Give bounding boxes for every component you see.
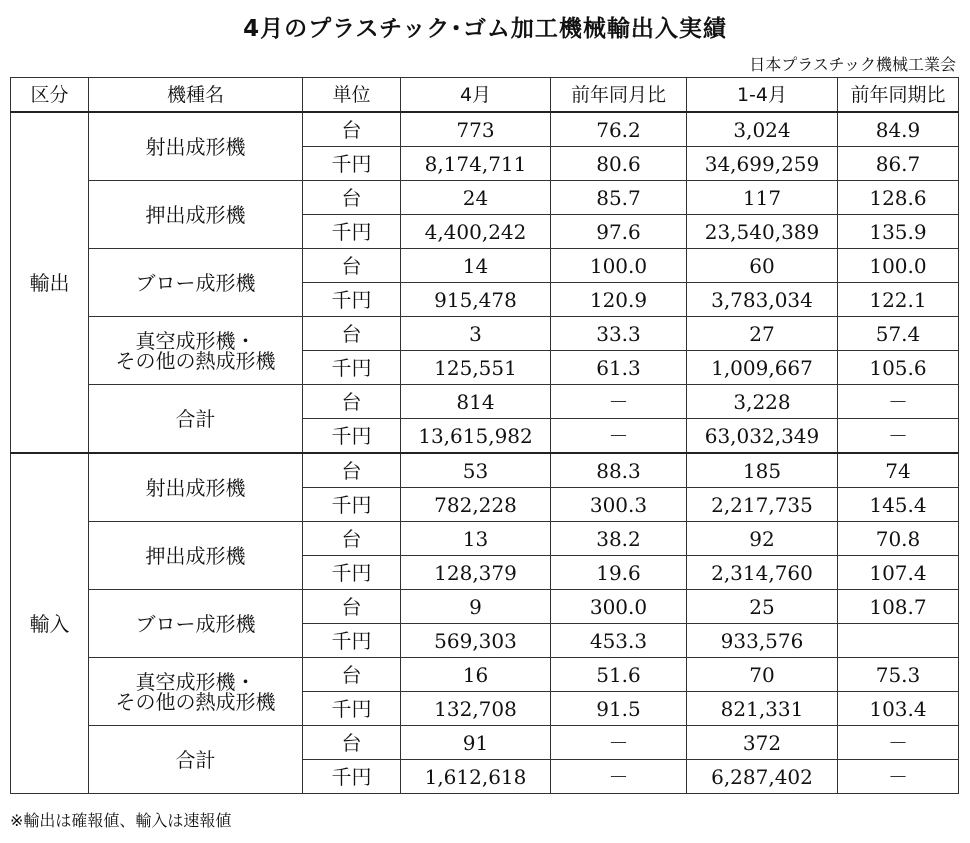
category-export: 輸出 [11, 112, 89, 453]
yoy-ytd-value: 103.4 [838, 692, 959, 726]
ytd-value: 60 [687, 249, 838, 283]
total-label: 合計 [89, 726, 303, 794]
ytd-value: 25 [687, 590, 838, 624]
month-value: 132,708 [401, 692, 551, 726]
unit-cell: 台 [303, 453, 401, 488]
month-value: 13 [401, 522, 551, 556]
machine-name: 押出成形機 [89, 181, 303, 249]
month-value: 915,478 [401, 283, 551, 317]
ytd-value: 3,783,034 [687, 283, 838, 317]
table-row [11, 181, 959, 215]
header-machine-name: 機種名 [89, 78, 303, 113]
ytd-value: 1,009,667 [687, 351, 838, 385]
yoy-month-value: － [551, 419, 687, 454]
ytd-value: 372 [687, 726, 838, 760]
machine-name: ブロー成形機 [89, 590, 303, 658]
yoy-month-value: 85.7 [551, 181, 687, 215]
table-row [11, 317, 959, 351]
machine-name-line2: その他の熱成形機 [115, 689, 276, 714]
source-label: 日本プラスチック機械工業会 [749, 55, 956, 74]
total-label: 合計 [89, 385, 303, 454]
yoy-ytd-value: － [838, 419, 959, 454]
unit-cell: 千円 [303, 488, 401, 522]
month-value: 3 [401, 317, 551, 351]
unit-cell: 台 [303, 249, 401, 283]
month-value: 13,615,982 [401, 419, 551, 454]
unit-cell: 千円 [303, 351, 401, 385]
ytd-value: 821,331 [687, 692, 838, 726]
unit-cell: 台 [303, 590, 401, 624]
month-value: 569,303 [401, 624, 551, 658]
ytd-value: 3,024 [687, 112, 838, 147]
yoy-ytd-value [838, 624, 959, 658]
month-value: 14 [401, 249, 551, 283]
yoy-month-value: 80.6 [551, 147, 687, 181]
month-value: 1,612,618 [401, 760, 551, 794]
unit-cell: 千円 [303, 624, 401, 658]
yoy-month-value: 88.3 [551, 453, 687, 488]
yoy-month-value: － [551, 760, 687, 794]
unit-cell: 千円 [303, 147, 401, 181]
month-value: 782,228 [401, 488, 551, 522]
header-unit: 単位 [303, 78, 401, 113]
header-month: 4月 [401, 78, 551, 113]
yoy-ytd-value: 108.7 [838, 590, 959, 624]
ytd-value: 34,699,259 [687, 147, 838, 181]
machine-name: 押出成形機 [89, 522, 303, 590]
trade-table [10, 77, 959, 794]
unit-cell: 千円 [303, 419, 401, 454]
machine-name-line1: 真空成形機・ [135, 328, 256, 353]
yoy-ytd-value: 135.9 [838, 215, 959, 249]
month-value: 91 [401, 726, 551, 760]
unit-cell: 台 [303, 658, 401, 692]
yoy-month-value: 300.0 [551, 590, 687, 624]
yoy-ytd-value: 105.6 [838, 351, 959, 385]
yoy-ytd-value: 86.7 [838, 147, 959, 181]
header-yoy-month: 前年同月比 [551, 78, 687, 113]
page-title: 4月のプラスチック･ゴム加工機械輸出入実績 [243, 16, 727, 42]
machine-name-line1: 真空成形機・ [135, 669, 256, 694]
month-value: 814 [401, 385, 551, 419]
month-value: 4,400,242 [401, 215, 551, 249]
yoy-ytd-value: 122.1 [838, 283, 959, 317]
table-row [11, 590, 959, 624]
yoy-month-value: 91.5 [551, 692, 687, 726]
yoy-ytd-value: 75.3 [838, 658, 959, 692]
unit-cell: 台 [303, 522, 401, 556]
unit-cell: 台 [303, 385, 401, 419]
month-value: 16 [401, 658, 551, 692]
ytd-value: 933,576 [687, 624, 838, 658]
yoy-month-value: 33.3 [551, 317, 687, 351]
yoy-ytd-value: 145.4 [838, 488, 959, 522]
yoy-ytd-value: － [838, 760, 959, 794]
month-value: 53 [401, 453, 551, 488]
unit-cell: 台 [303, 112, 401, 147]
yoy-month-value: 19.6 [551, 556, 687, 590]
yoy-month-value: － [551, 726, 687, 760]
yoy-month-value: － [551, 385, 687, 419]
ytd-value: 3,228 [687, 385, 838, 419]
yoy-month-value: 120.9 [551, 283, 687, 317]
ytd-value: 185 [687, 453, 838, 488]
yoy-month-value: 51.6 [551, 658, 687, 692]
machine-name: 射出成形機 [89, 112, 303, 181]
month-value: 125,551 [401, 351, 551, 385]
unit-cell: 台 [303, 181, 401, 215]
yoy-ytd-value: 128.6 [838, 181, 959, 215]
yoy-ytd-value: － [838, 385, 959, 419]
yoy-month-value: 76.2 [551, 112, 687, 147]
unit-cell: 千円 [303, 692, 401, 726]
header-yoy-ytd: 前年同期比 [838, 78, 959, 113]
ytd-value: 6,287,402 [687, 760, 838, 794]
month-value: 773 [401, 112, 551, 147]
ytd-value: 70 [687, 658, 838, 692]
yoy-ytd-value: 84.9 [838, 112, 959, 147]
yoy-month-value: 453.3 [551, 624, 687, 658]
ytd-value: 92 [687, 522, 838, 556]
unit-cell: 台 [303, 317, 401, 351]
table-row [11, 385, 959, 419]
yoy-month-value: 61.3 [551, 351, 687, 385]
yoy-ytd-value: 100.0 [838, 249, 959, 283]
ytd-value: 117 [687, 181, 838, 215]
yoy-month-value: 38.2 [551, 522, 687, 556]
ytd-value: 2,217,735 [687, 488, 838, 522]
table-row [11, 522, 959, 556]
footnote: ※輸出は確報値、輸入は速報値 [10, 811, 232, 830]
ytd-value: 63,032,349 [687, 419, 838, 454]
table-row [11, 249, 959, 283]
unit-cell: 台 [303, 726, 401, 760]
month-value: 128,379 [401, 556, 551, 590]
yoy-ytd-value: 107.4 [838, 556, 959, 590]
table-row [11, 112, 959, 147]
ytd-value: 23,540,389 [687, 215, 838, 249]
yoy-ytd-value: 70.8 [838, 522, 959, 556]
unit-cell: 千円 [303, 283, 401, 317]
ytd-value: 27 [687, 317, 838, 351]
month-value: 24 [401, 181, 551, 215]
yoy-month-value: 97.6 [551, 215, 687, 249]
header-ytd: 1-4月 [687, 78, 838, 113]
machine-name [89, 658, 303, 726]
yoy-ytd-value: 74 [838, 453, 959, 488]
machine-name-line2: その他の熱成形機 [115, 348, 276, 373]
machine-name: 射出成形機 [89, 453, 303, 522]
header-row [11, 78, 959, 113]
yoy-ytd-value: 57.4 [838, 317, 959, 351]
machine-name: ブロー成形機 [89, 249, 303, 317]
machine-name [89, 317, 303, 385]
yoy-ytd-value: － [838, 726, 959, 760]
table-row [11, 726, 959, 760]
table-row [11, 453, 959, 488]
unit-cell: 千円 [303, 556, 401, 590]
header-category: 区分 [11, 78, 89, 113]
ytd-value: 2,314,760 [687, 556, 838, 590]
month-value: 8,174,711 [401, 147, 551, 181]
unit-cell: 千円 [303, 760, 401, 794]
yoy-month-value: 100.0 [551, 249, 687, 283]
category-import: 輸入 [11, 453, 89, 794]
table-row [11, 658, 959, 692]
unit-cell: 千円 [303, 215, 401, 249]
month-value: 9 [401, 590, 551, 624]
yoy-month-value: 300.3 [551, 488, 687, 522]
